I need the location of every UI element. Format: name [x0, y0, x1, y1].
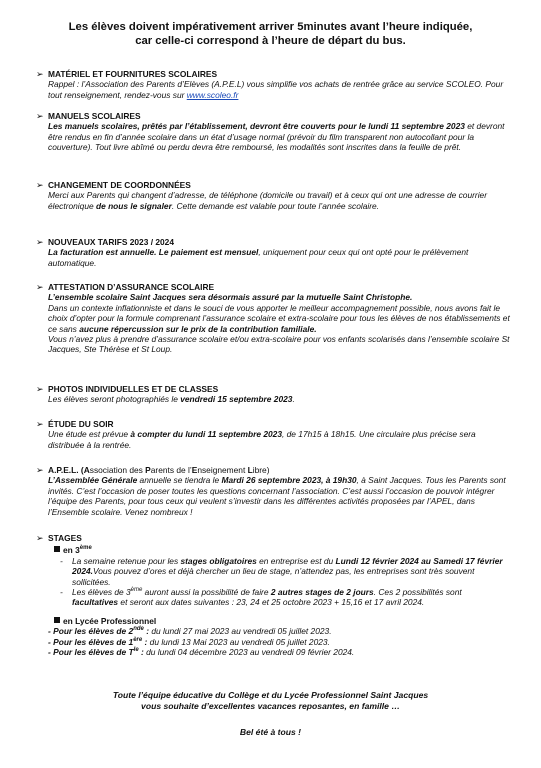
- body-bold: :: [138, 647, 144, 658]
- title-text: arents de l’: [150, 465, 192, 475]
- subsection-lycee-pro: [48, 616, 510, 626]
- body-text: en entreprise est du: [256, 555, 336, 566]
- superscript: ème: [79, 545, 92, 552]
- section-body: [48, 79, 510, 100]
- body-bold: Lundi 12 février 2024 au Samedi 17 février 2024.: [72, 555, 503, 577]
- superscript: le: [133, 647, 139, 654]
- body-text: , uniquement pour ceux qui ont opté pour le prélèvement automatique.: [48, 247, 469, 268]
- section-title: [48, 465, 510, 475]
- body-text: et devront être rendus en fin d’année scolaire dans un état d’usage normal (prévoir du film transparent non autocollant pour la couverture). Tout livre abîmé ou perdu devra être remboursé, les modalités sont inscrites dans la feuille de prêt.: [48, 121, 505, 153]
- body-bold: - Pour les élèves de 2: [48, 626, 134, 637]
- section-tarifs: [36, 237, 510, 268]
- section-title: NOUVEAUX TARIFS 2023 / 2024: [48, 237, 174, 247]
- closing-signoff: Bel été à tous !: [239, 727, 302, 737]
- title-text: ssociation des: [89, 465, 146, 475]
- page-header: [40, 20, 501, 48]
- header-line-2: car celle-ci correspond à l’heure de départ du bus.: [135, 35, 406, 47]
- body-text: Une étude est prévue: [48, 429, 131, 440]
- body-bold: L’ensemble scolaire Saint Jacques sera désormais assuré par la mutuelle Saint Christophe.: [48, 292, 413, 303]
- section-body: [48, 190, 510, 211]
- subsection-3eme: [48, 545, 510, 555]
- body-text: Rappel : l’Association des Parents d’Elèves (A.P.E.L) vous simplifie vos achats de rentrée grâce au service SCOLEO. Pour tout renseignement, rendez-vous sur: [48, 79, 504, 100]
- arrow-bullet-icon: ➢: [36, 282, 44, 292]
- body-text: , de 17h15 à 18h15. Une circulaire plus précise sera distribuée à la rentrée.: [48, 429, 476, 450]
- body-bold: L’Assemblée Générale: [48, 475, 138, 486]
- body-text: . Ces 2 possibilités sont: [373, 587, 462, 598]
- body-bold: :: [143, 626, 149, 637]
- body-bold: Mardi 26 septembre 2023, à 19h30: [221, 475, 357, 486]
- section-title: MANUELS SCOLAIRES: [48, 111, 141, 121]
- section-body: [48, 121, 510, 152]
- arrow-bullet-icon: ➢: [36, 384, 44, 394]
- section-photos: [36, 384, 510, 405]
- arrow-bullet-icon: ➢: [36, 419, 44, 429]
- arrow-bullet-icon: ➢: [36, 111, 44, 121]
- arrow-bullet-icon: ➢: [36, 533, 44, 543]
- body-text: annuelle se tiendra le: [137, 475, 222, 486]
- body-bold: vendredi 15 septembre 2023: [180, 394, 293, 405]
- body-text: Merci aux Parents qui changent d’adresse, de téléphone (domicile ou travail) et à ceux qui ont une adresse de courrier électronique: [48, 190, 488, 211]
- title-text: ibre): [252, 465, 270, 475]
- body-text: du lundi 04 décembre 2023 au vendredi 09 février 2024.: [143, 647, 355, 658]
- section-body: [48, 292, 510, 354]
- section-title: STAGES: [48, 533, 82, 543]
- subsection-label: en Lycée Professionnel: [63, 615, 157, 626]
- body-text: La semaine retenue pour les: [72, 555, 181, 566]
- body-text: et seront aux dates suivantes : 23, 24 et 25 octobre 2023 + 15,16 et 17 avril 2024.: [118, 597, 425, 608]
- body-bold: La facturation est annuelle. Le paiement est mensuel: [48, 247, 259, 258]
- body-text: auront aussi la possibilité de faire: [142, 587, 271, 598]
- body-bold: 2 autres stages de 2 jours: [270, 587, 374, 598]
- body-bold: de nous le signaler: [95, 200, 172, 211]
- list-item: [48, 637, 510, 647]
- title-text: nseignement: [197, 465, 248, 475]
- body-bold: facultatives: [72, 597, 119, 608]
- body-text: . Cette demande est valable pour toute l’année scolaire.: [171, 200, 380, 211]
- section-assurance: [36, 282, 510, 355]
- section-title: PHOTOS INDIVIDUELLES ET DE CLASSES: [48, 384, 219, 394]
- list-item: [48, 587, 510, 608]
- header-line-1: Les élèves doivent impérativement arriver 5minutes avant l’heure indiquée,: [68, 21, 473, 33]
- section-title: CHANGEMENT DE COORDONNÉES: [48, 180, 191, 190]
- superscript: ère: [133, 636, 143, 643]
- list-item: [48, 556, 510, 587]
- subsection-label: en 3: [63, 545, 80, 556]
- body-text: Dans un contexte inflationniste et dans le souci de vous apporter le meilleur accompagnement possible, nous avons fait le choix d’opter pour la formule comprenant l’assurance scolaire et extra-scolaire pour tous les élèves de nos établissements et ce sans: [48, 302, 510, 334]
- list-item: [48, 626, 510, 636]
- section-title: ÉTUDE DU SOIR: [48, 419, 114, 429]
- section-materiel: [36, 69, 510, 100]
- body-text: du lundi 27 mai 2023 au vendredi 05 juillet 2023.: [149, 626, 332, 637]
- title-letter: E: [191, 465, 198, 475]
- body-text: Les élèves de 3: [72, 587, 131, 598]
- section-body: [48, 247, 510, 268]
- title-letter: L: [247, 465, 253, 475]
- body-bold: - Pour les élèves de 1: [48, 636, 134, 647]
- title-letter: A: [83, 465, 90, 475]
- title-letter: P: [145, 465, 151, 475]
- section-body: [48, 429, 510, 450]
- closing-line-1: Toute l’équipe éducative du Collège et du Lycée Professionnel Saint Jacques: [112, 690, 429, 700]
- section-etude: [36, 419, 510, 450]
- body-bold: Les manuels scolaires, prêtés par l’établissement, devront être couverts pour le lundi 11 septembre 2023: [48, 121, 465, 132]
- square-bullet-icon: [54, 546, 60, 552]
- body-text: , à Saint Jacques. Tous les Parents sont invités. C’est l’occasion de poser toutes les questions concernant l’association. C’est aussi l’occasion de pouvoir intégrer l’équipe des Parents, pour tous ceux qui veulent s’investir dans les différentes activités proposées par l’APEL, dans l’Ensemble scolaire. Venez nombreux !: [48, 475, 506, 517]
- section-manuels: [36, 111, 510, 153]
- section-body: [48, 475, 510, 517]
- section-title: ATTESTATION D’ASSURANCE SCOLAIRE: [48, 282, 215, 292]
- section-body: [48, 394, 510, 404]
- body-bold: à compter du lundi 11 septembre 2023: [130, 429, 282, 440]
- list-item: [48, 647, 510, 657]
- dash-bullet: -: [60, 587, 63, 598]
- section-apel: [36, 465, 510, 517]
- closing-message: [40, 690, 501, 712]
- body-bold: :: [142, 636, 148, 647]
- body-text: du lundi 13 Mai 2023 au vendredi 05 juillet 2023.: [147, 636, 330, 647]
- arrow-bullet-icon: ➢: [36, 465, 44, 475]
- body-text: Vous n’avez plus à prendre d’assurance scolaire et/ou extra-scolaire pour vos enfants scolarisés dans l’ensemble scolaire St Jacques, Ste Thérèse et St Loup.: [48, 334, 510, 355]
- title-text: .P.E.L. (: [54, 465, 84, 475]
- body-text: Les élèves seront photographiés le: [48, 394, 181, 405]
- body-bold: aucune répercussion sur le prix de la contribution familiale.: [79, 323, 317, 334]
- superscript: ème: [130, 587, 143, 594]
- arrow-bullet-icon: ➢: [36, 69, 44, 79]
- square-bullet-icon: [54, 617, 60, 623]
- title-letter: A: [48, 465, 55, 475]
- dash-bullet: -: [60, 555, 63, 566]
- body-bold: stages obligatoires: [180, 555, 257, 566]
- section-stages: [36, 533, 510, 658]
- body-text: Vous pouvez d’ores et déjà chercher un lieu de stage, n’attendez pas, les entreprises sont très souvent sollicitées.: [72, 566, 475, 587]
- body-text: .: [292, 394, 295, 405]
- superscript: nde: [133, 626, 144, 633]
- section-title: MATÉRIEL ET FOURNITURES SCOLAIRES: [48, 69, 218, 79]
- section-coordonnees: [36, 180, 510, 211]
- arrow-bullet-icon: ➢: [36, 180, 44, 190]
- arrow-bullet-icon: ➢: [36, 237, 44, 247]
- scoleo-link[interactable]: www.scoleo.fr: [186, 89, 239, 100]
- closing-line-2: vous souhaite d’excellentes vacances reposantes, en famille …: [141, 701, 400, 711]
- body-bold: - Pour les élèves de T: [48, 647, 134, 658]
